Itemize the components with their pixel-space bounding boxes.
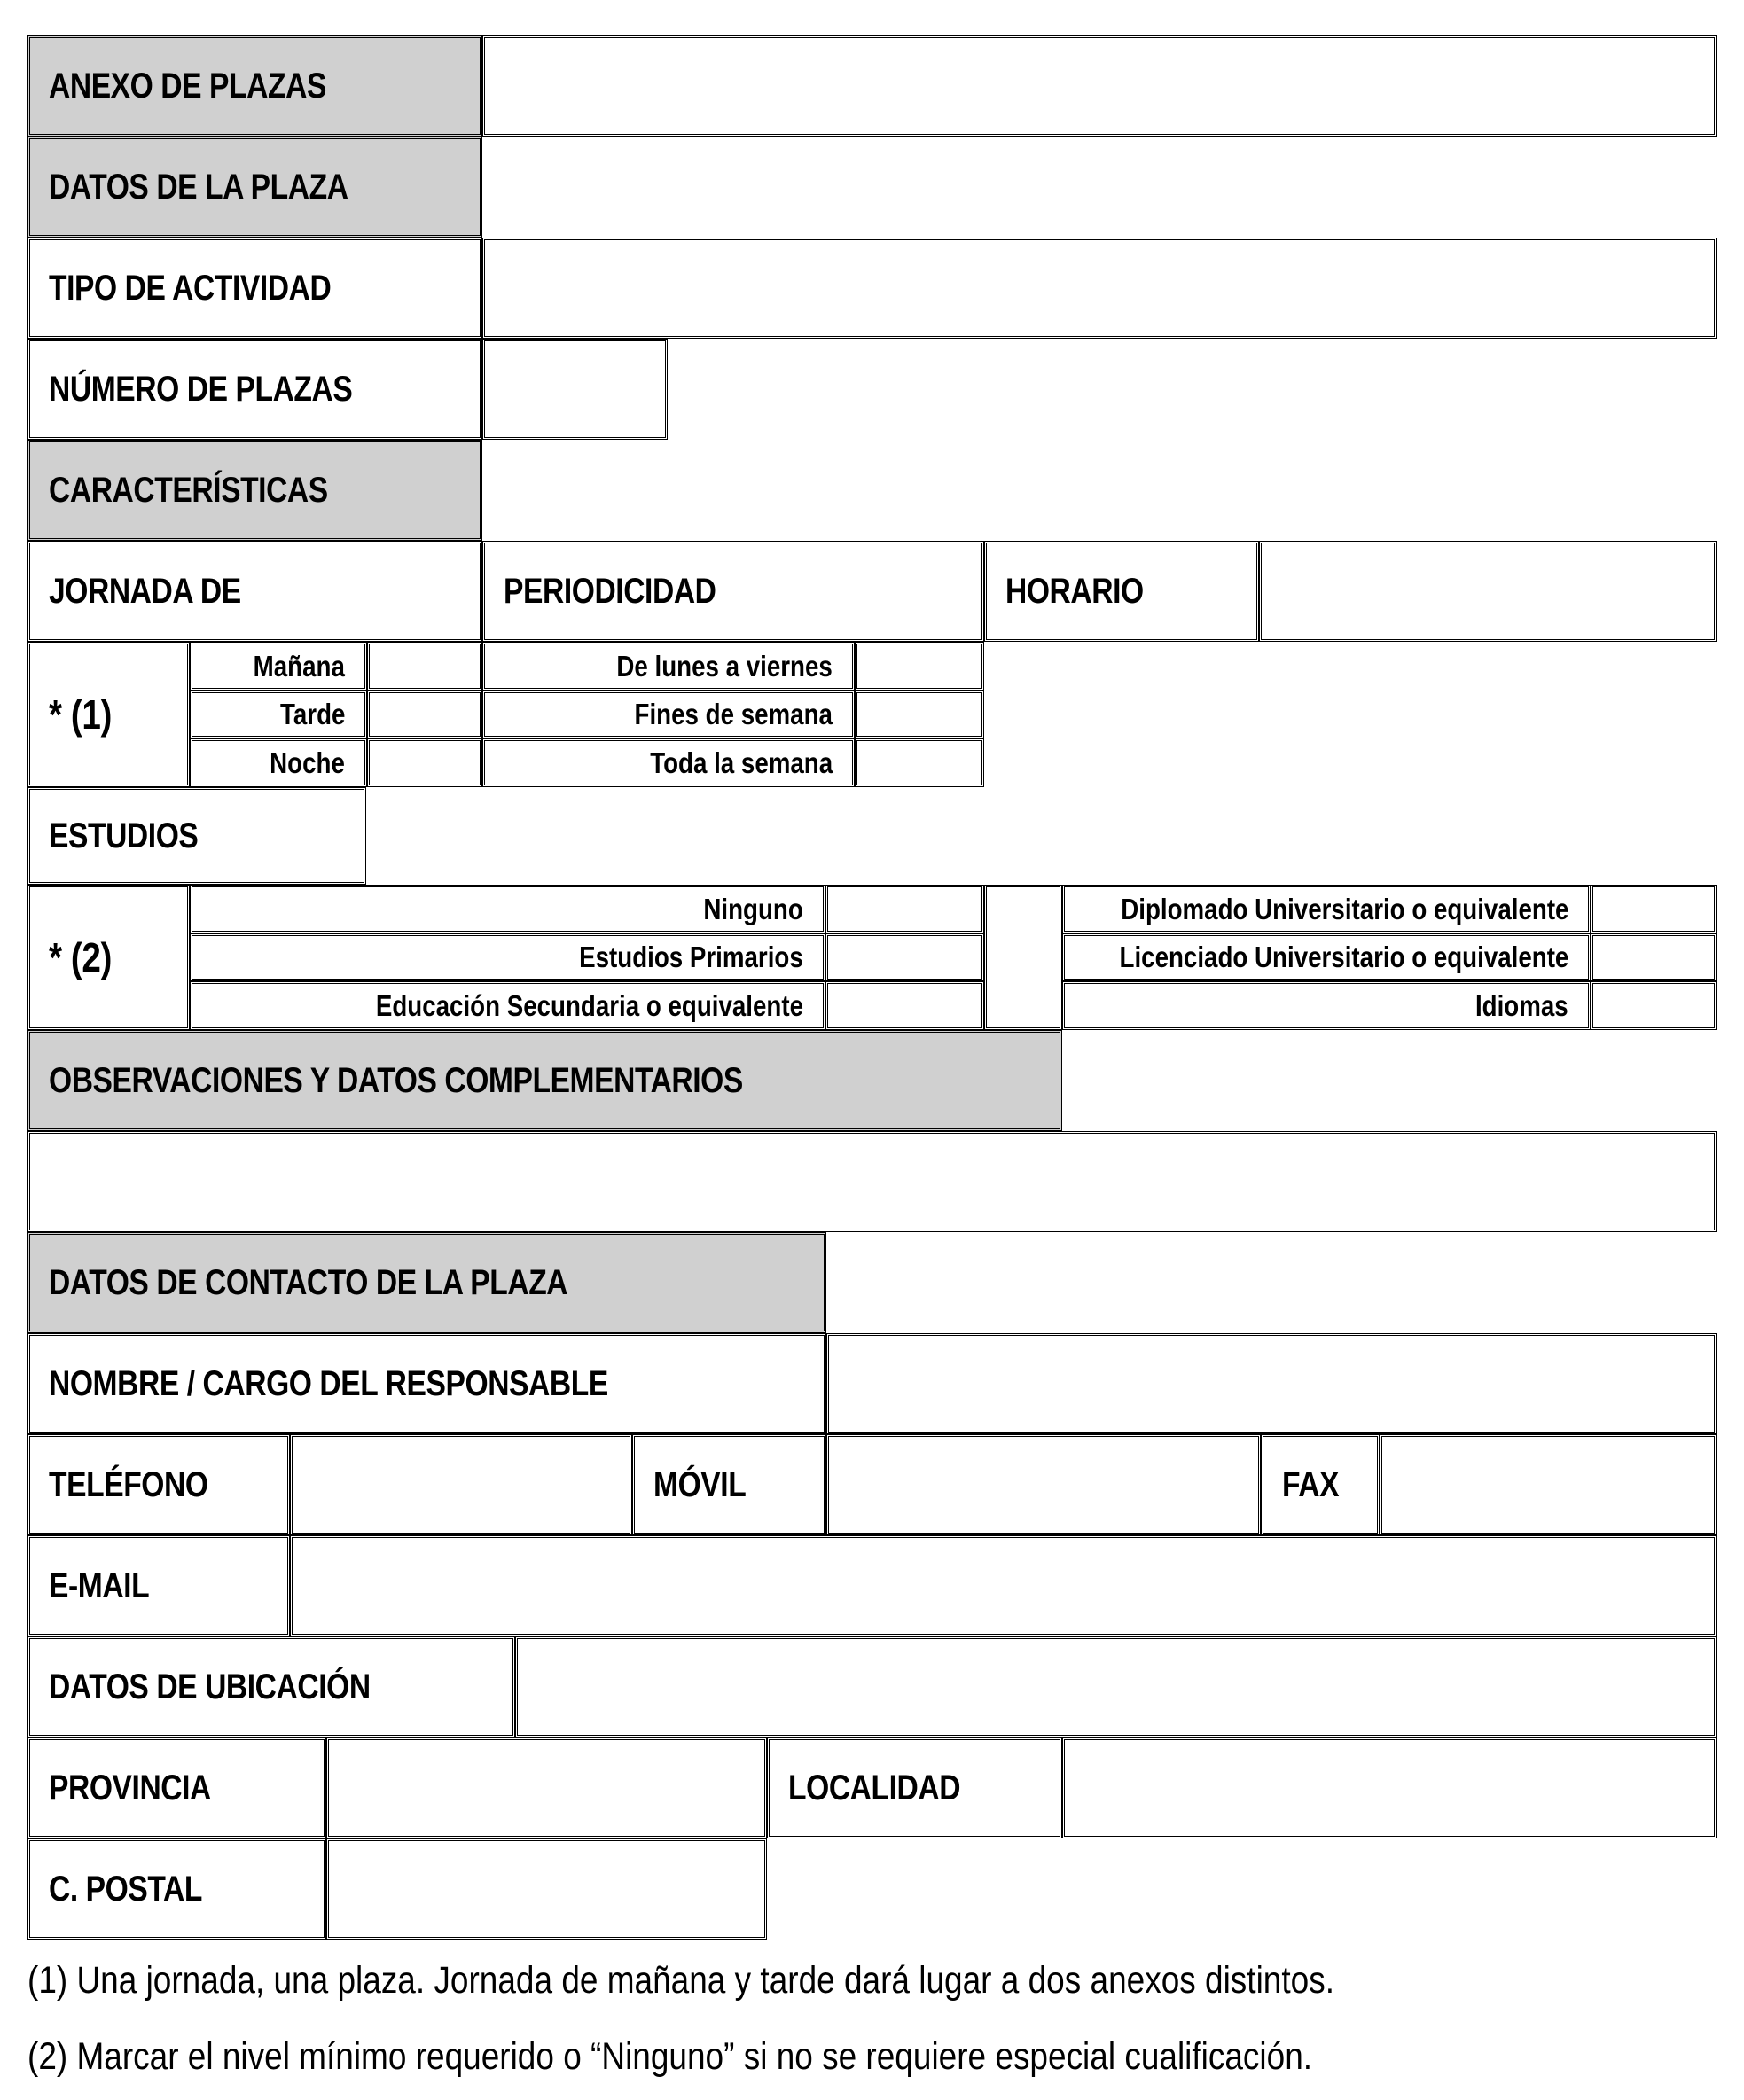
estudios-option-secundaria: Educación Secundaria o equivalente: [190, 981, 825, 1030]
estudios-licenciado-checkbox[interactable]: [1591, 933, 1717, 981]
estudios-primarios-checkbox[interactable]: [825, 933, 984, 981]
estudios-option-diplomado: Diplomado Universitario o equivalente: [1062, 885, 1591, 933]
fax-label: FAX: [1261, 1434, 1380, 1535]
datos-plaza-label: DATOS DE LA PLAZA: [27, 137, 482, 238]
jornada-option-noche: Noche: [190, 738, 367, 787]
estudios-secundaria-checkbox[interactable]: [825, 981, 984, 1030]
responsable-field[interactable]: [826, 1333, 1717, 1434]
estudios-option-idiomas: Idiomas: [1062, 981, 1591, 1030]
provincia-label: PROVINCIA: [27, 1737, 326, 1838]
anexo-label: ANEXO DE PLAZAS: [27, 35, 482, 137]
telefono-label: TELÉFONO: [27, 1434, 290, 1535]
postal-field[interactable]: [326, 1838, 767, 1940]
responsable-label: NOMBRE / CARGO DEL RESPONSABLE: [27, 1333, 826, 1434]
movil-field[interactable]: [826, 1434, 1261, 1535]
jornada-tarde-checkbox[interactable]: [367, 691, 482, 738]
localidad-field[interactable]: [1062, 1737, 1717, 1838]
periodicidad-toda-semana-checkbox[interactable]: [855, 738, 984, 787]
estudios-diplomado-checkbox[interactable]: [1591, 885, 1717, 933]
estudios-option-primarios: Estudios Primarios: [190, 933, 825, 981]
anexo-field[interactable]: [482, 35, 1717, 137]
estudios-option-ninguno: Ninguno: [190, 885, 825, 933]
ubicacion-label: DATOS DE UBICACIÓN: [27, 1636, 515, 1737]
observaciones-field[interactable]: [27, 1131, 1717, 1232]
periodicidad-label: PERIODICIDAD: [482, 541, 984, 642]
jornada-noche-checkbox[interactable]: [367, 738, 482, 787]
estudios-spacer: [984, 885, 1062, 1030]
estudios-label: ESTUDIOS: [27, 787, 366, 885]
periodicidad-lunes-viernes-checkbox[interactable]: [855, 642, 984, 691]
jornada-option-manana: Mañana: [190, 642, 367, 691]
estudios-idiomas-checkbox[interactable]: [1591, 981, 1717, 1030]
numero-plazas-label: NÚMERO DE PLAZAS: [27, 339, 482, 440]
jornada-label: JORNADA DE: [27, 541, 482, 642]
localidad-label: LOCALIDAD: [767, 1737, 1062, 1838]
movil-label: MÓVIL: [632, 1434, 826, 1535]
ubicacion-field[interactable]: [515, 1636, 1717, 1737]
jornada-manana-checkbox[interactable]: [367, 642, 482, 691]
periodicidad-option-fines-semana: Fines de semana: [482, 691, 855, 738]
ref-1-label: * (1): [27, 642, 190, 787]
email-field[interactable]: [290, 1535, 1717, 1636]
footnote-2: (2) Marcar el nivel mínimo requerido o “Ninguno” si no se requiere especial cualificación.: [27, 2035, 1313, 2078]
estudios-option-licenciado: Licenciado Universitario o equivalente: [1062, 933, 1591, 981]
postal-label: C. POSTAL: [27, 1838, 326, 1940]
horario-field[interactable]: [1259, 541, 1717, 642]
periodicidad-option-toda-semana: Toda la semana: [482, 738, 855, 787]
jornada-option-tarde: Tarde: [190, 691, 367, 738]
contacto-label: DATOS DE CONTACTO DE LA PLAZA: [27, 1232, 826, 1333]
email-label: E-MAIL: [27, 1535, 290, 1636]
observaciones-label: OBSERVACIONES Y DATOS COMPLEMENTARIOS: [27, 1030, 1062, 1131]
periodicidad-fines-semana-checkbox[interactable]: [855, 691, 984, 738]
periodicidad-option-lunes-viernes: De lunes a viernes: [482, 642, 855, 691]
numero-plazas-field[interactable]: [482, 339, 668, 440]
horario-label: HORARIO: [984, 541, 1259, 642]
ref-2-label: * (2): [27, 885, 190, 1030]
caracteristicas-label: CARACTERÍSTICAS: [27, 440, 482, 541]
fax-field[interactable]: [1380, 1434, 1717, 1535]
footnote-1: (1) Una jornada, una plaza. Jornada de mañana y tarde dará lugar a dos anexos distintos.: [27, 1959, 1334, 2002]
provincia-field[interactable]: [326, 1737, 767, 1838]
tipo-actividad-label: TIPO DE ACTIVIDAD: [27, 238, 482, 339]
tipo-actividad-field[interactable]: [482, 238, 1717, 339]
telefono-field[interactable]: [290, 1434, 632, 1535]
estudios-ninguno-checkbox[interactable]: [825, 885, 984, 933]
